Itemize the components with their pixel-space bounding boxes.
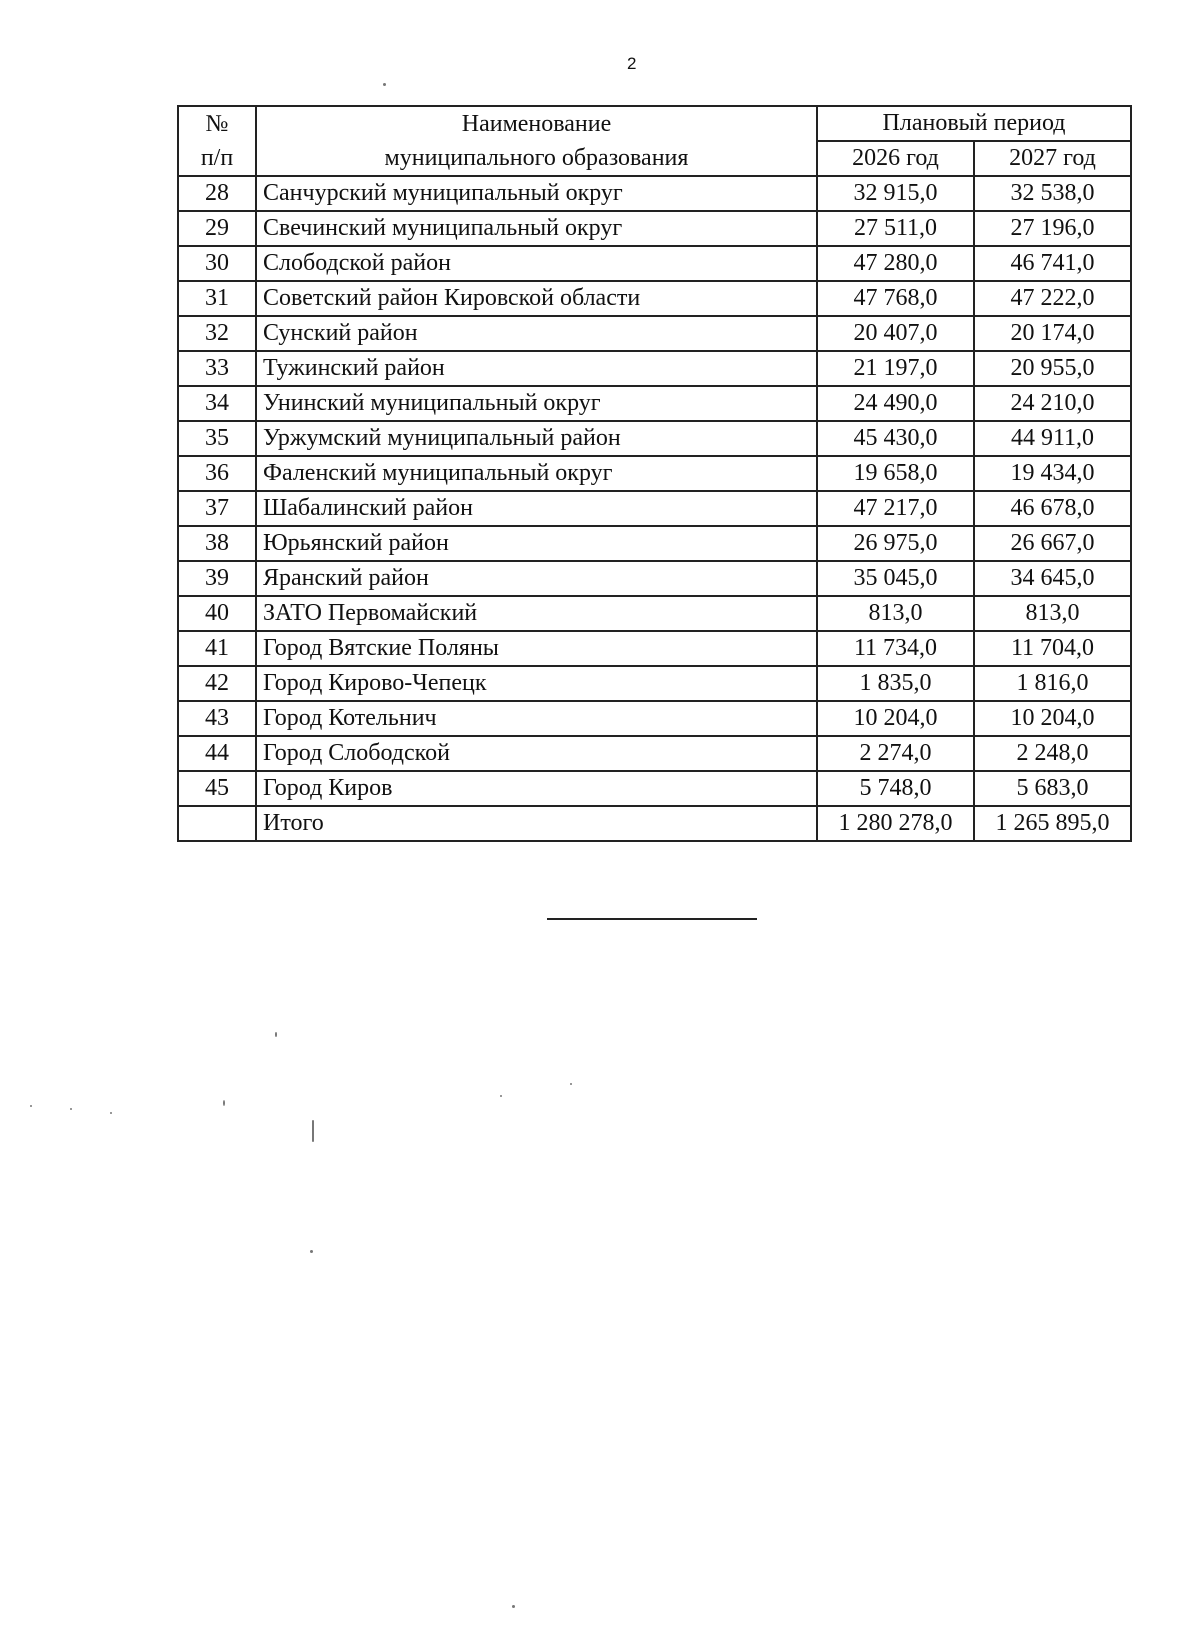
- scan-speck: [110, 1112, 112, 1114]
- table-footer: [178, 806, 1131, 841]
- row-number: 39: [178, 561, 256, 596]
- budget-table: [177, 105, 1132, 842]
- row-value-2026: 2 274,0: [817, 736, 974, 771]
- row-value-2027: 47 222,0: [974, 281, 1131, 316]
- scan-speck: [30, 1105, 32, 1107]
- row-municipality-name: Шабалинский район: [256, 491, 817, 526]
- scan-speck: [312, 1120, 314, 1142]
- scan-speck: [70, 1108, 72, 1110]
- scan-speck: [310, 1250, 313, 1253]
- row-number: 42: [178, 666, 256, 701]
- row-value-2027: 26 667,0: [974, 526, 1131, 561]
- row-value-2027: 19 434,0: [974, 456, 1131, 491]
- row-municipality-name: Город Киров: [256, 771, 817, 806]
- row-value-2026: 24 490,0: [817, 386, 974, 421]
- row-municipality-name: ЗАТО Первомайский: [256, 596, 817, 631]
- row-number: 32: [178, 316, 256, 351]
- row-value-2027: 34 645,0: [974, 561, 1131, 596]
- row-number: 41: [178, 631, 256, 666]
- row-number: 44: [178, 736, 256, 771]
- header-name: [256, 106, 817, 176]
- row-value-2026: 47 217,0: [817, 491, 974, 526]
- row-value-2027: 5 683,0: [974, 771, 1131, 806]
- row-value-2026: 21 197,0: [817, 351, 974, 386]
- row-value-2026: 47 280,0: [817, 246, 974, 281]
- row-number: 45: [178, 771, 256, 806]
- row-number: 28: [178, 176, 256, 211]
- row-number: 38: [178, 526, 256, 561]
- header-name-line2: муниципального образования: [384, 145, 689, 171]
- scan-speck: [512, 1605, 515, 1608]
- row-value-2027: 813,0: [974, 596, 1131, 631]
- row-value-2026: 20 407,0: [817, 316, 974, 351]
- table-row: [178, 666, 1131, 701]
- scan-speck: [275, 1032, 277, 1037]
- table-row: [178, 316, 1131, 351]
- table-header: [178, 106, 1131, 176]
- row-number: 43: [178, 701, 256, 736]
- row-municipality-name: Санчурский муниципальный округ: [256, 176, 817, 211]
- header-period: Плановый период: [817, 106, 1131, 141]
- header-name-line1: Наименование: [461, 111, 612, 137]
- row-municipality-name: Уржумский муниципальный район: [256, 421, 817, 456]
- row-value-2027: 1 816,0: [974, 666, 1131, 701]
- total-label: Итого: [256, 806, 817, 841]
- page-number: 2: [627, 54, 637, 73]
- row-municipality-name: Советский район Кировской области: [256, 281, 817, 316]
- row-number: 31: [178, 281, 256, 316]
- row-value-2027: 46 741,0: [974, 246, 1131, 281]
- row-value-2027: 46 678,0: [974, 491, 1131, 526]
- table-row: [178, 596, 1131, 631]
- row-municipality-name: Свечинский муниципальный округ: [256, 211, 817, 246]
- row-municipality-name: Город Вятские Поляны: [256, 631, 817, 666]
- scan-speck: [570, 1083, 572, 1085]
- row-municipality-name: Унинский муниципальный округ: [256, 386, 817, 421]
- row-number: 34: [178, 386, 256, 421]
- scan-speck: [500, 1095, 502, 1097]
- row-value-2026: 32 915,0: [817, 176, 974, 211]
- header-number: [178, 106, 256, 176]
- row-value-2026: 11 734,0: [817, 631, 974, 666]
- row-municipality-name: Город Котельнич: [256, 701, 817, 736]
- row-municipality-name: Фаленский муниципальный округ: [256, 456, 817, 491]
- table-row: [178, 631, 1131, 666]
- header-number-line1: №: [205, 111, 229, 137]
- row-value-2026: 47 768,0: [817, 281, 974, 316]
- total-2026: 1 280 278,0: [817, 806, 974, 841]
- row-value-2027: 20 174,0: [974, 316, 1131, 351]
- table-row: [178, 351, 1131, 386]
- row-value-2026: 35 045,0: [817, 561, 974, 596]
- table-row: [178, 176, 1131, 211]
- row-value-2027: 10 204,0: [974, 701, 1131, 736]
- table-row: [178, 736, 1131, 771]
- row-number: 40: [178, 596, 256, 631]
- row-value-2027: 24 210,0: [974, 386, 1131, 421]
- table-row: [178, 246, 1131, 281]
- table-row: [178, 526, 1131, 561]
- row-municipality-name: Яранский район: [256, 561, 817, 596]
- total-2027: 1 265 895,0: [974, 806, 1131, 841]
- row-value-2027: 11 704,0: [974, 631, 1131, 666]
- row-number: 30: [178, 246, 256, 281]
- row-municipality-name: Тужинский район: [256, 351, 817, 386]
- row-municipality-name: Сунский район: [256, 316, 817, 351]
- row-value-2027: 2 248,0: [974, 736, 1131, 771]
- row-value-2026: 1 835,0: [817, 666, 974, 701]
- table-row: [178, 421, 1131, 456]
- row-number: 33: [178, 351, 256, 386]
- row-value-2026: 813,0: [817, 596, 974, 631]
- header-year-2027: 2027 год: [974, 141, 1131, 176]
- table-row: [178, 281, 1131, 316]
- row-municipality-name: Слободской район: [256, 246, 817, 281]
- row-number: 37: [178, 491, 256, 526]
- scan-speck: [223, 1100, 225, 1106]
- row-municipality-name: Город Кирово-Чепецк: [256, 666, 817, 701]
- row-value-2026: 27 511,0: [817, 211, 974, 246]
- row-value-2026: 10 204,0: [817, 701, 974, 736]
- row-value-2026: 26 975,0: [817, 526, 974, 561]
- row-number: 29: [178, 211, 256, 246]
- row-value-2026: 45 430,0: [817, 421, 974, 456]
- row-value-2027: 44 911,0: [974, 421, 1131, 456]
- table-row: [178, 211, 1131, 246]
- total-number-cell: [178, 806, 256, 841]
- table-row: [178, 771, 1131, 806]
- total-row: [178, 806, 1131, 841]
- row-number: 36: [178, 456, 256, 491]
- table-row: [178, 701, 1131, 736]
- row-value-2027: 20 955,0: [974, 351, 1131, 386]
- table-body: [178, 176, 1131, 806]
- row-municipality-name: Юрьянский район: [256, 526, 817, 561]
- row-number: 35: [178, 421, 256, 456]
- row-value-2027: 27 196,0: [974, 211, 1131, 246]
- table-row: [178, 491, 1131, 526]
- scan-speck: [383, 83, 386, 86]
- signature-divider-line: [547, 918, 757, 920]
- row-value-2026: 5 748,0: [817, 771, 974, 806]
- header-year-2026: 2026 год: [817, 141, 974, 176]
- table-row: [178, 561, 1131, 596]
- row-value-2026: 19 658,0: [817, 456, 974, 491]
- row-value-2027: 32 538,0: [974, 176, 1131, 211]
- header-number-line2: п/п: [200, 145, 234, 171]
- table-row: [178, 386, 1131, 421]
- table-row: [178, 456, 1131, 491]
- row-municipality-name: Город Слободской: [256, 736, 817, 771]
